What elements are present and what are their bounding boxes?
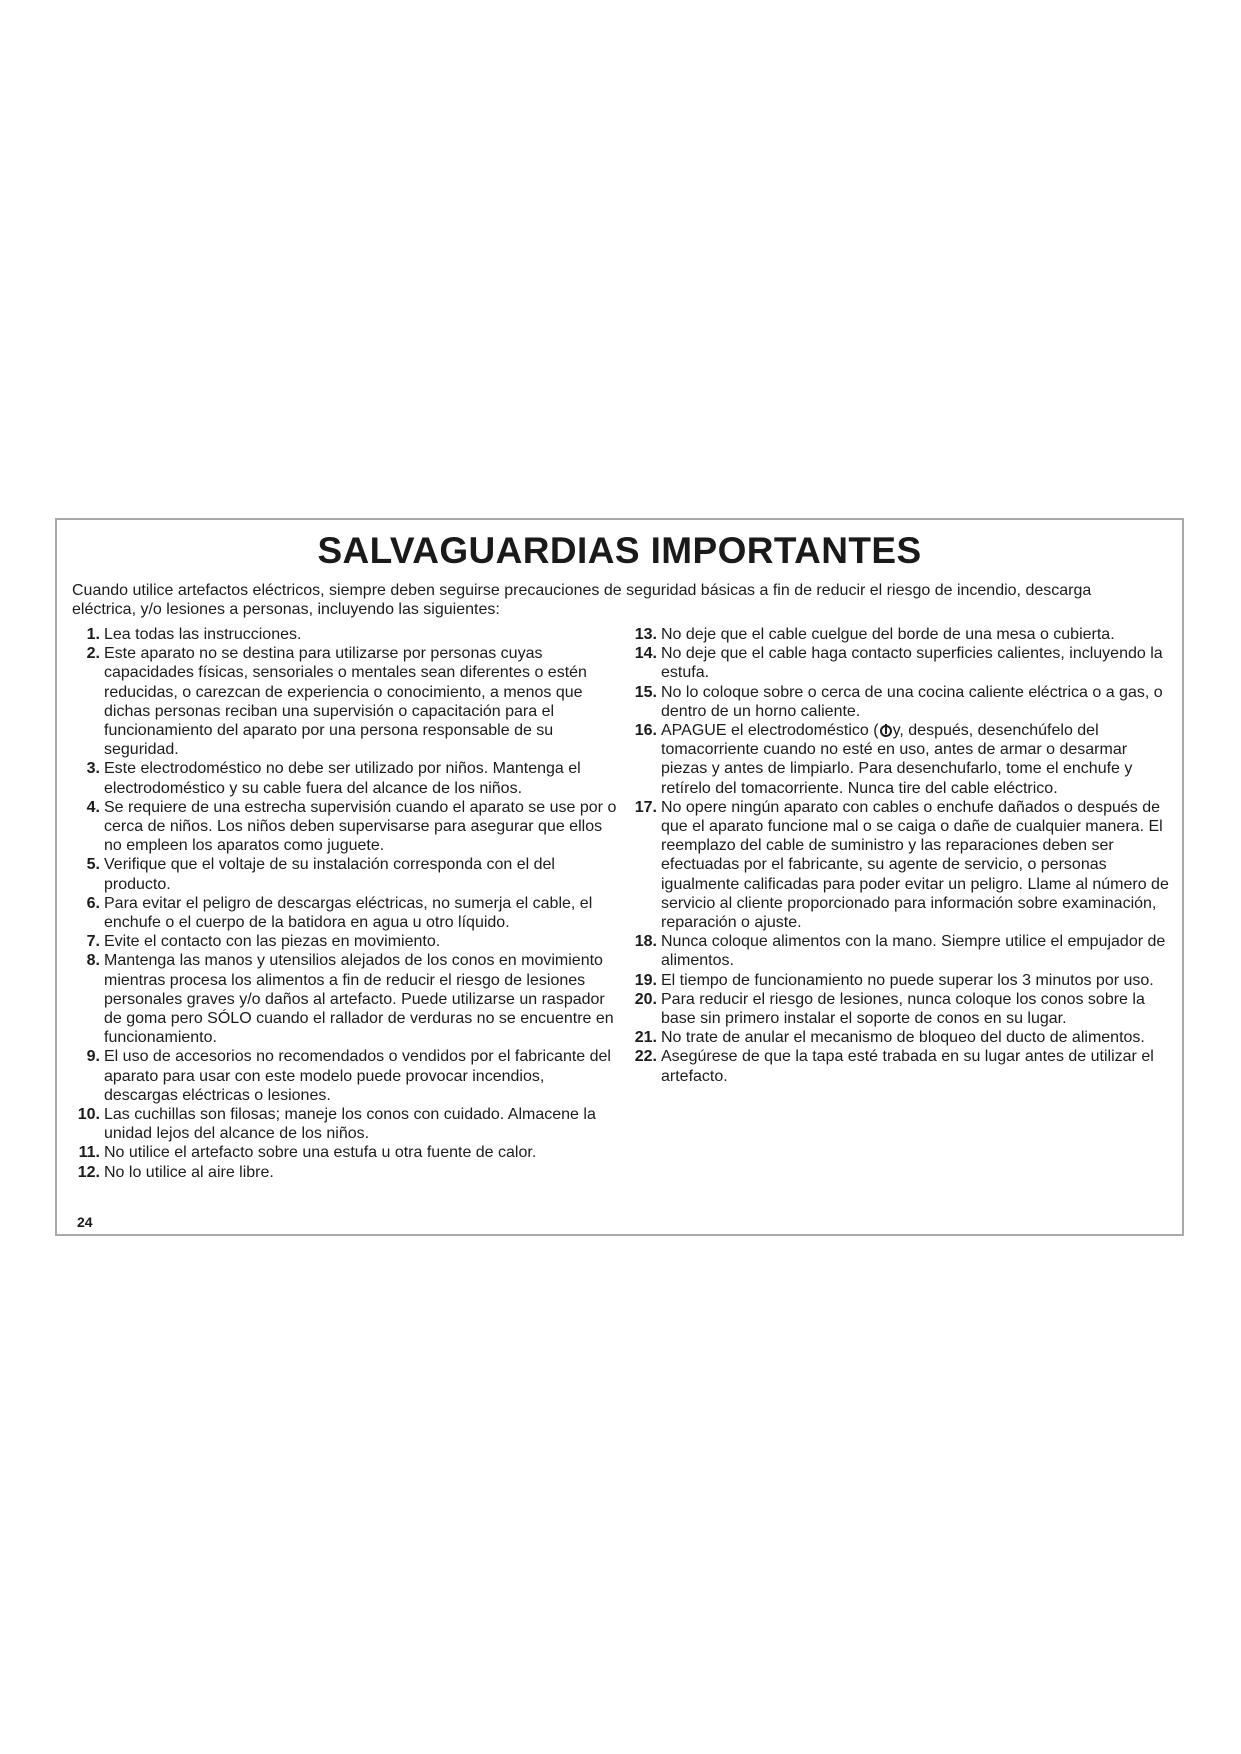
list-item — [630, 625, 1170, 644]
item-number: 22. — [634, 1048, 657, 1066]
safeguards-panel — [55, 518, 1184, 1236]
item-number: 16. — [634, 722, 657, 740]
list-item — [630, 971, 1170, 990]
page-title: SALVAGUARDIAS IMPORTANTES — [317, 530, 922, 571]
item-number: 20. — [634, 990, 657, 1008]
item-number: 17. — [634, 798, 657, 816]
item-text — [661, 721, 1170, 798]
list-item — [72, 1143, 617, 1162]
list-item — [72, 951, 617, 1047]
safeguards-list-right — [630, 625, 1170, 1086]
list-item — [630, 683, 1170, 721]
item-text: Se requiere de una estrecha supervisión cuando el aparato se use por o cerca de niños. Los niños deben supervisarse para asegurar que ellos no empleen los aparatos como juguete. — [104, 798, 617, 855]
list-item — [72, 759, 617, 797]
item-text: El tiempo de funcionamiento no puede superar los 3 minutos por uso. — [661, 971, 1154, 989]
item-text: Evite el contacto con las piezas en movimiento. — [104, 933, 441, 951]
item-text: Asegúrese de que la tapa esté trabada en su lugar antes de utilizar el artefacto. — [661, 1048, 1154, 1085]
item-text: No lo coloque sobre o cerca de una cocina caliente eléctrica o a gas, o dentro de un horno caliente. — [661, 683, 1163, 720]
list-item — [72, 1047, 617, 1105]
item-text: No deje que el cable haga contacto superficies calientes, incluyendo la estufa. — [661, 645, 1163, 682]
power-icon — [880, 725, 892, 737]
item-number: 14. — [634, 645, 657, 663]
item-text: El uso de accesorios no recomendados o vendidos por el fabricante del aparato para usar con este modelo puede provocar incendios, descargas eléctricas o lesiones. — [104, 1048, 611, 1104]
item-number: 8. — [86, 952, 100, 970]
item-number: 18. — [634, 933, 657, 951]
list-item — [72, 798, 617, 856]
item-text-before-icon: APAGUE el electrodoméstico ( — [661, 722, 879, 740]
item-number: 1. — [86, 626, 100, 643]
item-number: 9. — [86, 1048, 100, 1066]
item-text: No lo utilice al aire libre. — [104, 1163, 274, 1181]
list-item — [72, 855, 617, 893]
item-text: Nunca coloque alimentos con la mano. Siempre utilice el empujador de alimentos. — [661, 933, 1166, 970]
item-text: No trate de anular el mecanismo de bloqueo del ducto de alimentos. — [661, 1029, 1145, 1047]
item-number: 21. — [634, 1029, 657, 1047]
item-text: Este electrodoméstico no debe ser utilizado por niños. Mantenga el electrodoméstico y su cable fuera del alcance de los niños. — [104, 760, 581, 797]
item-text: Las cuchillas son filosas; maneje los conos con cuidado. Almacene la unidad lejos del alcance de los niños. — [104, 1106, 596, 1143]
list-item — [630, 1028, 1170, 1047]
item-number: 4. — [86, 798, 100, 816]
item-number: 2. — [86, 645, 100, 663]
item-text: Para reducir el riesgo de lesiones, nunca coloque los conos sobre la base sin primero instalar el soporte de conos en su lugar. — [661, 990, 1145, 1028]
item-text: Este aparato no se destina para utilizarse por personas cuyas capacidades físicas, sensoriales o mentales sean diferentes o estén reducidas, o carezcan de experiencia o conocimiento, a menos que dichas personas reciban una supervisión o capacitación para el funcionamiento del aparato por una persona responsable de su seguridad. — [104, 645, 587, 759]
page-number: 24 — [77, 1214, 93, 1230]
item-number: 10. — [77, 1106, 100, 1124]
item-number: 11. — [78, 1144, 100, 1162]
list-item — [630, 644, 1170, 682]
item-text-after-icon: y, después, desenchúfelo del tomacorriente cuando no esté en uso, antes de armar o desarmar piezas y antes de limpiarlo. Para desenchufarlo, tome el enchufe y retírelo del tomacorriente. Nunca tire del cable eléctrico. — [661, 722, 1133, 797]
list-item — [72, 932, 617, 951]
item-number: 6. — [86, 894, 100, 912]
list-item — [72, 1163, 617, 1182]
item-number: 15. — [634, 683, 657, 701]
item-text: Verifique que el voltaje de su instalación corresponda con el del producto. — [104, 856, 555, 893]
list-item — [72, 625, 617, 644]
safeguards-list-left — [72, 625, 617, 1182]
list-item — [72, 644, 617, 759]
item-text: Para evitar el peligro de descargas eléctricas, no sumerja el cable, el enchufe o el cuerpo de la batidora en agua u otro líquido. — [104, 894, 593, 932]
item-text: No deje que el cable cuelgue del borde de una mesa o cubierta. — [661, 626, 1115, 643]
item-number: 5. — [86, 856, 100, 874]
item-number: 19. — [634, 971, 657, 989]
list-item — [630, 721, 1170, 798]
list-item — [630, 932, 1170, 970]
list-item — [630, 1047, 1170, 1085]
intro-paragraph: Cuando utilice artefactos eléctricos, siempre deben seguirse precauciones de seguridad básicas a fin de reducir el riesgo de incendio, descarga eléctrica, y/o lesiones a personas, incluyendo las siguientes: — [72, 582, 1092, 618]
item-number: 3. — [86, 760, 100, 778]
list-item — [72, 894, 617, 932]
item-number: 12. — [77, 1163, 100, 1181]
item-text: No utilice el artefacto sobre una estufa u otra fuente de calor. — [104, 1144, 537, 1162]
list-item — [630, 990, 1170, 1028]
list-item — [630, 798, 1170, 932]
item-number: 13. — [634, 626, 657, 643]
item-number: 7. — [86, 933, 100, 951]
item-text: Lea todas las instrucciones. — [104, 626, 302, 643]
item-text: Mantenga las manos y utensilios alejados de los conos en movimiento mientras procesa los alimentos a fin de reducir el riesgo de lesiones personales graves y/o daños al artefacto. Puede utilizarse un raspador de goma pero SÓLO cuando el rallador de verduras no se encuentre en funcionamiento. — [104, 952, 614, 1047]
item-text: No opere ningún aparato con cables o enchufe dañados o después de que el aparato funcione mal o se caiga o dañe de cualquier manera. El reemplazo del cable de suministro y las reparaciones deben ser efectuadas por el fabricante, su agente de servicio, o personas igualmente calificadas para poder evitar un peligro. Llame al número de servicio al cliente proporcionado para información sobre examinación, reparación o ajuste. — [661, 798, 1169, 932]
list-item — [72, 1105, 617, 1143]
